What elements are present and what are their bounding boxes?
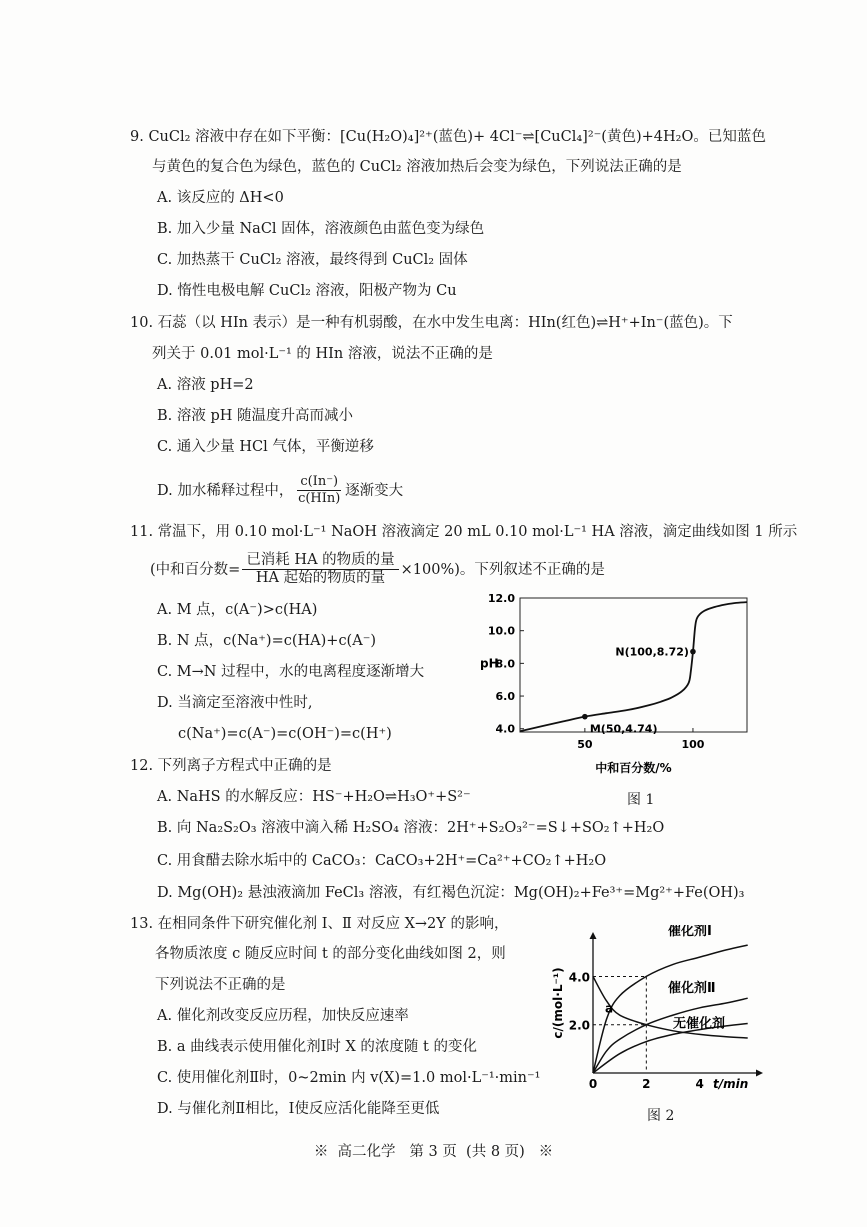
- point-m-marker: [582, 714, 588, 720]
- q13-stem-line2: 各物质浓度 c 随反应时间 t 的部分变化曲线如图 2，则: [155, 946, 506, 962]
- x-tick-label-1: 100: [681, 738, 705, 751]
- q11-option-d-line1: D. 当滴定至溶液中性时,: [157, 695, 313, 711]
- q12-option-d: D. Mg(OH)₂ 悬浊液滴加 FeCl₃ 溶液，有红褐色沉淀：Mg(OH)₂+Fe³⁺=Mg²⁺+Fe(OH)₃: [157, 885, 745, 901]
- y-tick-label-0: 2.0: [568, 1018, 590, 1033]
- q10-option-d-prefix: D. 加水稀释过程中，: [157, 482, 294, 499]
- q10-fraction-numerator: c(In⁻): [297, 474, 341, 491]
- q13-stem-line3: 下列说法不正确的是: [155, 977, 286, 993]
- q11-stem-line1: 11. 常温下，用 0.10 mol·L⁻¹ NaOH 溶液滴定 20 mL 0.10 mol·L⁻¹ HA 溶液，滴定曲线如图 1 所示: [130, 524, 798, 540]
- q12-option-a: A. NaHS 的水解反应：HS⁻+H₂O⇌H₃O⁺+S²⁻: [157, 789, 471, 805]
- q10-fraction-denominator: c(HIn): [298, 491, 341, 506]
- q11-stem-prefix: (中和百分数=: [150, 561, 241, 578]
- point-n-label: N(100,8.72): [615, 645, 689, 659]
- y-tick-label-1: 4.0: [568, 970, 590, 985]
- q13-option-d: D. 与催化剂Ⅱ相比，Ⅰ使反应活化能降至更低: [157, 1101, 440, 1117]
- q13-option-c: C. 使用催化剂Ⅱ时，0~2min 内 v(X)=1.0 mol·L⁻¹·min⁻¹: [157, 1070, 541, 1086]
- q11-fraction-numerator: 已消耗 HA 的物质的量: [242, 552, 398, 570]
- figure-1-titration-chart: [462, 588, 762, 783]
- x-tick-label-1: 2: [642, 1077, 651, 1091]
- y-tick-label-0: 4.0: [495, 722, 515, 736]
- y-axis-label: pH: [480, 656, 499, 671]
- plot-frame: [520, 598, 747, 732]
- y-tick-label-2: 8.0: [495, 657, 515, 671]
- q10-fraction: [297, 474, 341, 507]
- concentration-curve-svg: [548, 925, 763, 1103]
- curve-0: [593, 945, 748, 1073]
- q9-stem-line1: 9. CuCl₂ 溶液中存在如下平衡：[Cu(H₂O)₄]²⁺(蓝色)+ 4Cl⁻⇌[CuCl₄]²⁻(黄色)+4H₂O。已知蓝色: [130, 129, 766, 145]
- y-tick-label-4: 12.0: [487, 592, 515, 605]
- q9-option-c: C. 加热蒸干 CuCl₂ 溶液，最终得到 CuCl₂ 固体: [157, 252, 468, 268]
- q10-option-d-suffix: 逐渐变大: [345, 482, 404, 499]
- figure-2-concentration-chart: [548, 925, 763, 1103]
- curve-a-label: a: [605, 1001, 614, 1016]
- q10-stem-line2: 列关于 0.01 mol·L⁻¹ 的 HIn 溶液，说法不正确的是: [152, 346, 493, 362]
- q13-stem-line1: 13. 在相同条件下研究催化剂 Ⅰ、Ⅱ 对反应 X→2Y 的影响，: [130, 916, 509, 932]
- q11-fraction: [242, 552, 398, 587]
- curve-label-0: 催化剂Ⅰ: [668, 925, 712, 940]
- q11-fraction-denominator: HA 起始的物质的量: [255, 570, 386, 586]
- q13-option-a: A. 催化剂改变反应历程，加快反应速率: [157, 1008, 409, 1024]
- q10-option-b: B. 溶液 pH 随温度升高而减小: [157, 408, 354, 424]
- x-tick-label-2: 4: [695, 1077, 704, 1091]
- q12-stem: 12. 下列离子方程式中正确的是: [130, 758, 332, 774]
- x-tick-label-0: 0: [588, 1077, 598, 1091]
- point-m-label: M(50,4.74): [589, 722, 658, 736]
- y-axis-arrow-icon: [590, 932, 597, 939]
- page-footer: ※ 高二化学 第 3 页 (共 8 页) ※: [313, 1144, 554, 1160]
- x-axis-label: t/min: [713, 1077, 749, 1091]
- q9-option-d: D. 惰性电极电解 CuCl₂ 溶液，阳极产物为 Cu: [157, 283, 457, 299]
- q11-option-d-line2: c(Na⁺)=c(A⁻)=c(OH⁻)=c(H⁺): [178, 726, 392, 742]
- x-axis-arrow-icon: [756, 1070, 763, 1077]
- figure-1-caption: 图 1: [627, 792, 655, 808]
- curve-label-2: 无催化剂: [673, 1016, 726, 1032]
- y-tick-label-1: 6.0: [495, 690, 515, 704]
- point-n-marker: [690, 649, 696, 655]
- figure-2-caption: 图 2: [647, 1108, 675, 1124]
- q9-option-a: A. 该反应的 ΔH<0: [157, 190, 284, 206]
- q11-stem-line2: [150, 552, 605, 587]
- q12-option-c: C. 用食醋去除水垢中的 CaCO₃：CaCO₃+2H⁺=Ca²⁺+CO₂↑+H₂O: [157, 853, 607, 869]
- q10-option-a: A. 溶液 pH=2: [157, 377, 254, 393]
- q10-stem-line1: 10. 石蕊（以 HIn 表示）是一种有机弱酸，在水中发生电离：HIn(红色)⇌H⁺+In⁻(蓝色)。下: [130, 315, 733, 331]
- titration-curve-svg: [462, 588, 762, 783]
- titration-curve-line: [520, 602, 747, 731]
- q11-option-a: A. M 点，c(A⁻)>c(HA): [157, 602, 318, 618]
- q10-option-c: C. 通入少量 HCl 气体，平衡逆移: [157, 439, 374, 455]
- y-axis-label: c/(mol·L⁻¹): [551, 967, 565, 1039]
- q9-option-b: B. 加入少量 NaCl 固体，溶液颜色由蓝色变为绿色: [157, 221, 485, 237]
- q9-stem-line2: 与黄色的复合色为绿色，蓝色的 CuCl₂ 溶液加热后会变为绿色，下列说法正确的是: [152, 159, 682, 175]
- q13-option-b: B. a 曲线表示使用催化剂Ⅰ时 X 的浓度随 t 的变化: [157, 1039, 477, 1055]
- x-tick-label-0: 50: [577, 738, 593, 751]
- q11-stem-suffix: ×100%)。下列叙述不正确的是: [400, 561, 605, 578]
- y-tick-label-3: 10.0: [487, 624, 515, 638]
- q12-option-b: B. 向 Na₂S₂O₃ 溶液中滴入稀 H₂SO₄ 溶液：2H⁺+S₂O₃²⁻=S↓+SO₂↑+H₂O: [157, 820, 665, 836]
- q10-option-d: [157, 474, 403, 507]
- x-axis-label: 中和百分数/%: [595, 761, 672, 775]
- q11-option-b: B. N 点，c(Na⁺)=c(HA)+c(A⁻): [157, 633, 377, 649]
- curve-label-1: 催化剂Ⅱ: [668, 981, 716, 997]
- q11-option-c: C. M→N 过程中，水的电离程度逐渐增大: [157, 664, 425, 680]
